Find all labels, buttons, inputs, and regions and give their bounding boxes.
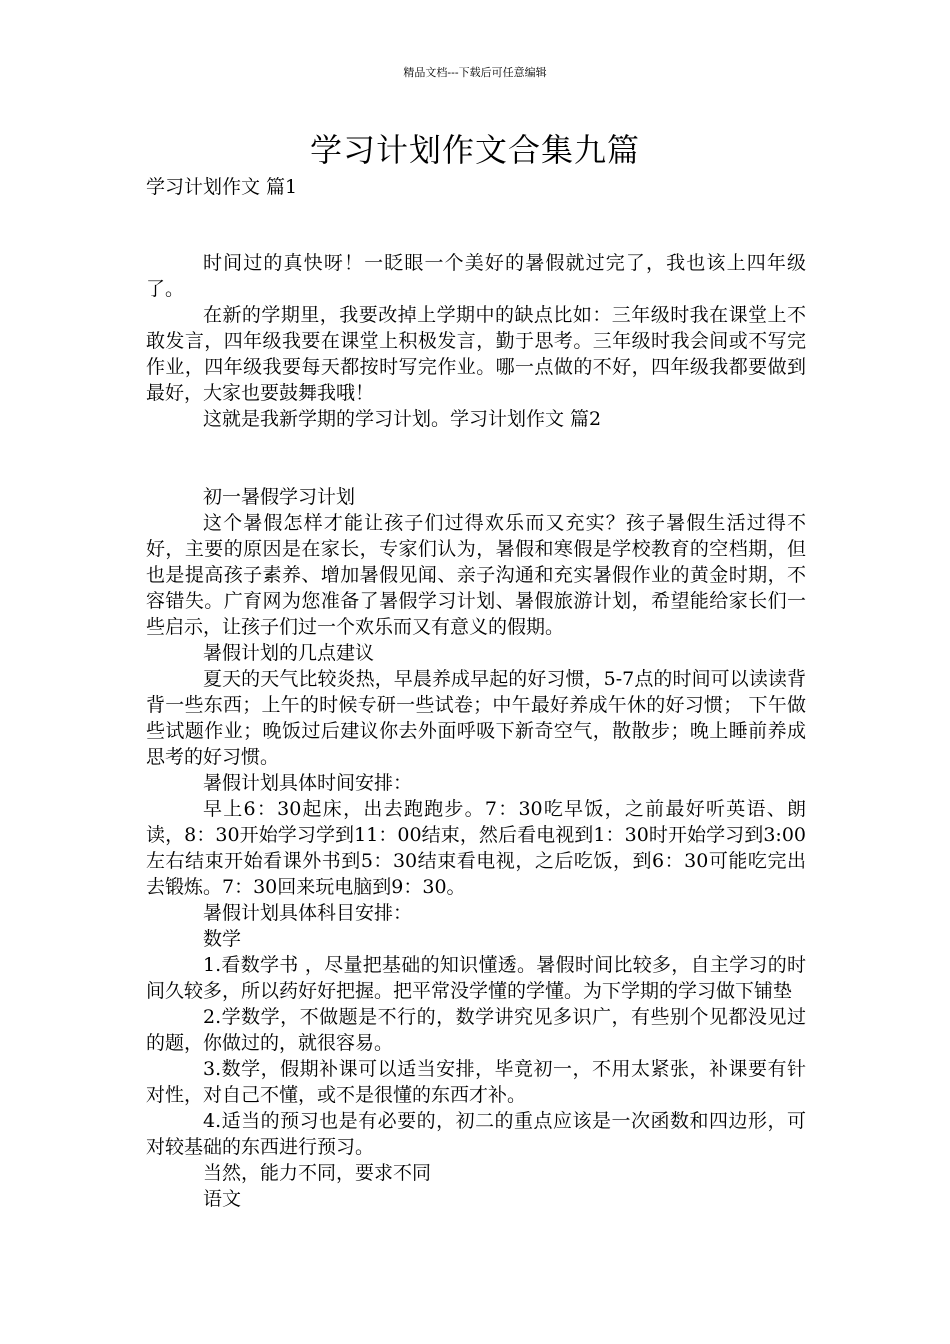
subject-heading: 语文 — [203, 1188, 242, 1210]
section-heading: 初一暑假学习计划 — [203, 486, 356, 508]
section-heading: 暑假计划具体时间安排： — [203, 772, 413, 794]
paragraph: 夏天的天气比较炎热，早晨养成早起的好习惯，5-7点的时间可以读读背背一些东西；上午的时候专研一些试卷；中午最好养成午休的好习惯； 下午做些试题作业；晚饭过后建议你去外面呼吸下新奇空气，散散步；晚上睡前养成思考的好习惯。 — [146, 668, 806, 768]
subject-heading: 数学 — [203, 928, 242, 950]
list-item: 1.看数学书 ，尽量把基础的知识懂透。暑假时间比较多，自主学习的时间久较多，所以药好好把握。把平常没学懂的学懂。为下学期的学习做下铺垫 — [146, 954, 806, 1002]
list-item: 2.学数学，不做题是不行的，数学讲究见多识广，有些别个见都没见过的题，你做过的，就很容易。 — [146, 1006, 806, 1054]
paragraph: 在新的学期里，我要改掉上学期中的缺点比如：三年级时我在课堂上不敢发言，四年级我要在课堂上积极发言，勤于思考。三年级时我会间或不写完作业，四年级我要每天都按时写完作业。哪一点做的不好，四年级我都要做到最好，大家也要鼓舞我哦！ — [146, 304, 806, 404]
list-item: 4.适当的预习也是有必要的，初二的重点应该是一次函数和四边形，可对较基础的东西进行预习。 — [146, 1110, 806, 1158]
section-heading: 暑假计划的几点建议 — [203, 642, 375, 664]
paragraph: 当然，能力不同，要求不同 — [203, 1162, 432, 1184]
document-title: 学习计划作文合集九篇 — [309, 131, 640, 169]
spacer — [146, 432, 806, 484]
paragraph: 时间过的真快呀！一眨眼一个美好的暑假就过完了，我也该上四年级了。 — [146, 252, 806, 300]
paragraph: 早上6：30起床，出去跑跑步。7：30吃早饭，之前最好听英语、朗读，8：30开始学习学到11：00结束，然后看电视到1：30时开始学习到3:00左右结束开始看课外书到5：30结束看电视，之后吃饭，到6：30可能吃完出去锻炼。7：30回来玩电脑到9：30。 — [146, 798, 806, 898]
list-item: 3.数学，假期补课可以适当安排，毕竟初一，不用太紧张，补课要有针对性，对自己不懂，或不是很懂的东西才补。 — [146, 1058, 806, 1106]
essay-heading-1: 学习计划作文 篇1 — [146, 176, 298, 198]
section-heading: 暑假计划具体科目安排： — [203, 902, 413, 924]
page-header: 精品文档---下载后可任意编辑 — [403, 66, 547, 79]
paragraph: 这就是我新学期的学习计划。学习计划作文 篇2 — [203, 408, 602, 430]
paragraph: 这个暑假怎样才能让孩子们过得欢乐而又充实？孩子暑假生活过得不好，主要的原因是在家长，专家们认为，暑假和寒假是学校教育的空档期，但也是提高孩子素养、增加暑假见闻、亲子沟通和充实暑假作业的黄金时期，不容错失。广育网为您准备了暑假学习计划、暑假旅游计划，希望能给家长们一些启示，让孩子们过一个欢乐而又有意义的假期。 — [146, 512, 806, 638]
document-body — [146, 250, 806, 1212]
